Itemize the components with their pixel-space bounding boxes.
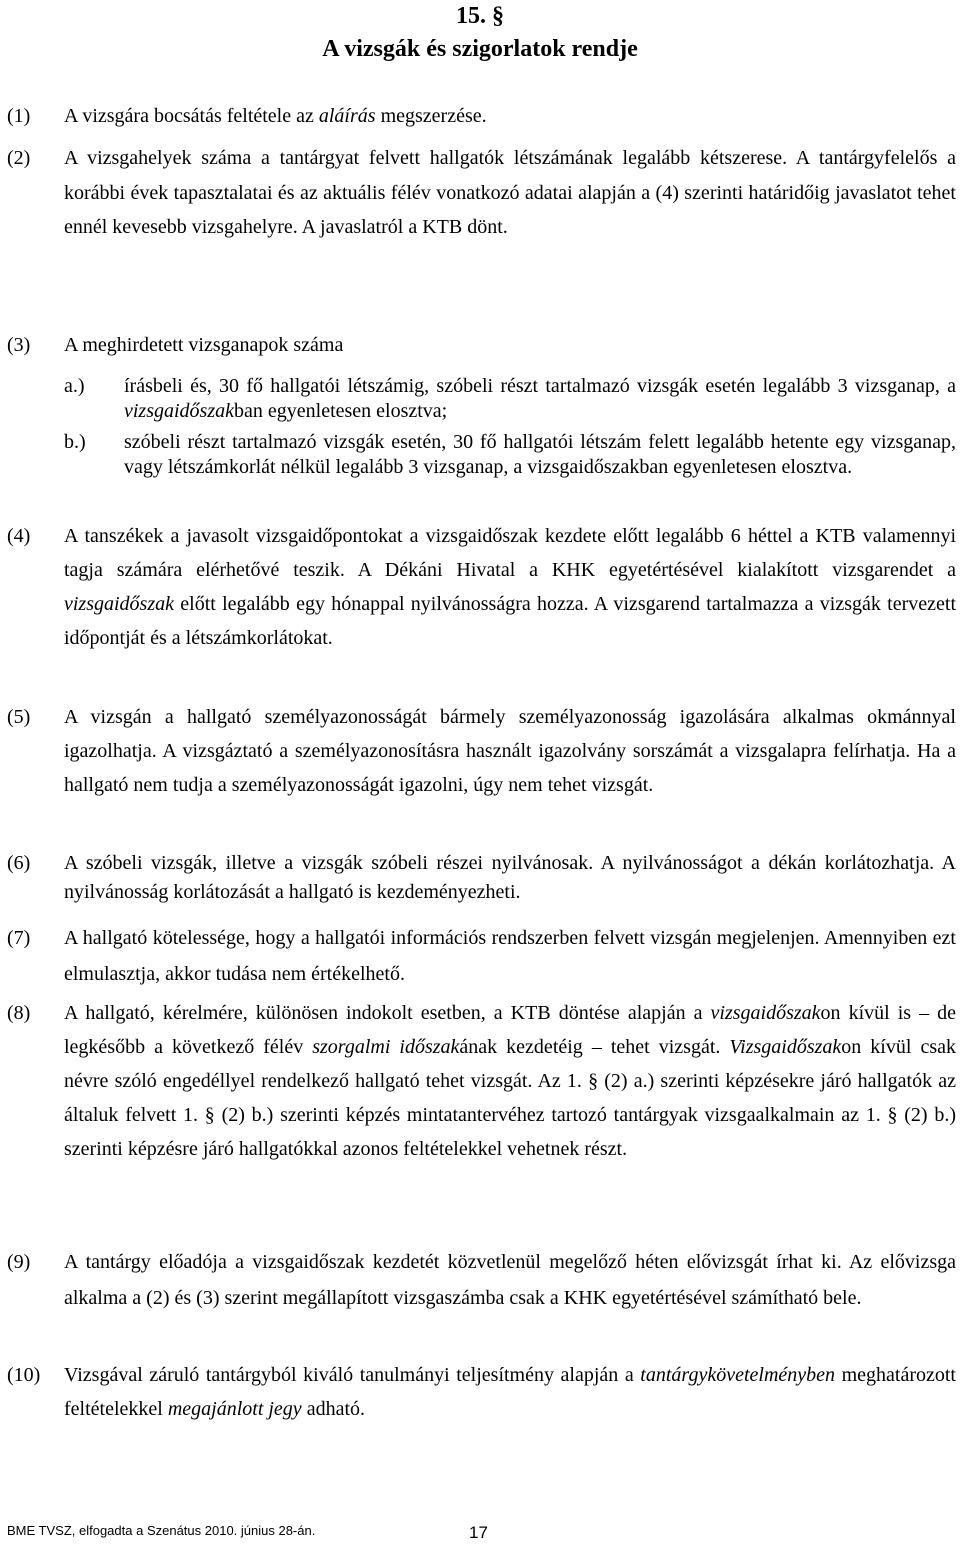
paragraph-text: A vizsgahelyek száma a tantárgyat felvett hallgatók létszámának legalább kétszerese. A tantárgyfelelős a korábbi évek tapasztalatai és az aktuális félév vonatkozó adatai alapján a (4) szerinti határidőig javaslatot tehet ennél kevesebb vizsgahelyre. A javaslatról a KTB dönt. (64, 147, 956, 238)
paragraph-5 (7, 700, 956, 802)
paragraph-number: (8) (7, 1002, 31, 1024)
paragraph-text: A meghirdetett vizsganapok száma (64, 334, 344, 356)
paragraph-6 (7, 849, 956, 907)
paragraph-2 (7, 141, 956, 245)
paragraph-1 (7, 99, 956, 134)
paragraph-text: A szóbeli vizsgák, illetve a vizsgák szóbeli részei nyilvánosak. A nyilvánosságot a dékán korlátozhatja. A nyilvánosság korlátozását a hallgató is kezdeményezheti. (64, 852, 956, 903)
paragraph-7 (7, 920, 956, 992)
list-item-a (64, 374, 956, 424)
paragraph-number: (7) (7, 927, 31, 949)
list-item-marker: b.) (64, 431, 86, 453)
list-item-text: szóbeli részt tartalmazó vizsgák esetén, 30 fő hallgatói létszám felett legalább hetente egy vizsganap, vagy létszámkorlát nélkül legalább 3 vizsganap, a vizsgaidőszakban egyenletesen elosztva. (124, 431, 956, 478)
paragraph-number: (5) (7, 706, 31, 728)
paragraph-text: A hallgató kötelessége, hogy a hallgatói információs rendszerben felvett vizsgán megjelenjen. Amennyiben ezt elmulasztja, akkor tudása nem értékelhető. (64, 927, 956, 985)
paragraph-text: Vizsgával záruló tantárgyból kiváló tanulmányi teljesítmény alapján a tantárgykövetelményben meghatározott feltételekkel megajánlott jegy adható. (64, 1364, 956, 1420)
paragraph-text: A tanszékek a javasolt vizsgaidőpontokat a vizsgaidőszak kezdete előtt legalább 6 héttel a KTB valamennyi tagja számára elérhetővé teszik. A Dékáni Hivatal a KHK egyetértésével kialakított vizsgarendet a vizsgaidőszak előtt legalább egy hónappal nyilvánosságra hozza. A vizsgarend tartalmazza a vizsgák tervezett időpontját és a létszámkorlátokat. (64, 525, 956, 649)
paragraph-text: A vizsgán a hallgató személyazonosságát bármely személyazonosság igazolására alkalmas okmánnyal igazolhatja. A vizsgáztató a személyazonosításra használt igazolvány sorszámát a vizsgalapra felírhatja. Ha a hallgató nem tudja a személyazonosságát igazolni, úgy nem tehet vizsgát. (64, 706, 956, 796)
paragraph-text: A tantárgy előadója a vizsgaidőszak kezdetét közvetlenül megelőző héten elővizsgát írhat ki. Az elővizsga alkalma a (2) és (3) szerint megállapított vizsgaszámba csak a KHK egyetértésével számítható bele. (64, 1251, 956, 1309)
paragraph-number: (3) (7, 334, 31, 356)
paragraph-text: A vizsgára bocsátás feltétele az aláírás megszerzése. (64, 105, 487, 127)
list-item-b (64, 430, 956, 480)
paragraph-number: (2) (7, 147, 31, 169)
paragraph-10 (7, 1358, 956, 1426)
paragraph-4 (7, 519, 956, 655)
paragraph-number: (6) (7, 852, 31, 874)
paragraph-9 (7, 1244, 956, 1316)
list-item-text: írásbeli és, 30 fő hallgatói létszámig, szóbeli részt tartalmazó vizsgák esetén legalább 3 vizsganap, a vizsgaidőszakban egyenletesen elosztva; (124, 375, 956, 422)
page-number: 17 (469, 1523, 488, 1542)
paragraph-number: (4) (7, 525, 31, 547)
paragraph-8 (7, 996, 956, 1166)
paragraph-3 (7, 328, 956, 363)
paragraph-number: (1) (7, 105, 31, 127)
section-number: 15. § (456, 3, 504, 29)
paragraph-text: A hallgató, kérelmére, különösen indokolt esetben, a KTB döntése alapján a vizsgaidőszakon kívül is – de legkésőbb a következő félév szorgalmi időszakának kezdetéig – tehet vizsgát. Vizsgaidőszakon kívül csak névre szóló engedéllyel rendelkező hallgató tehet vizsgát. Az 1. § (2) a.) szerinti képzésekre járó hallgatók az általuk felvett 1. § (2) b.) szerinti képzés mintatantervéhez tartozó tantárgyak vizsgaalkalmain az 1. § (2) b.) szerinti képzésre járó hallgatókkal azonos feltételekkel vehetnek részt. (64, 1002, 956, 1160)
paragraph-number: (9) (7, 1251, 31, 1273)
section-title: A vizsgák és szigorlatok rendje (322, 36, 638, 62)
paragraph-number: (10) (7, 1364, 41, 1386)
footer-source: BME TVSZ, elfogadta a Szenátus 2010. június 28-án. (7, 1523, 316, 1538)
list-item-marker: a.) (64, 375, 85, 397)
